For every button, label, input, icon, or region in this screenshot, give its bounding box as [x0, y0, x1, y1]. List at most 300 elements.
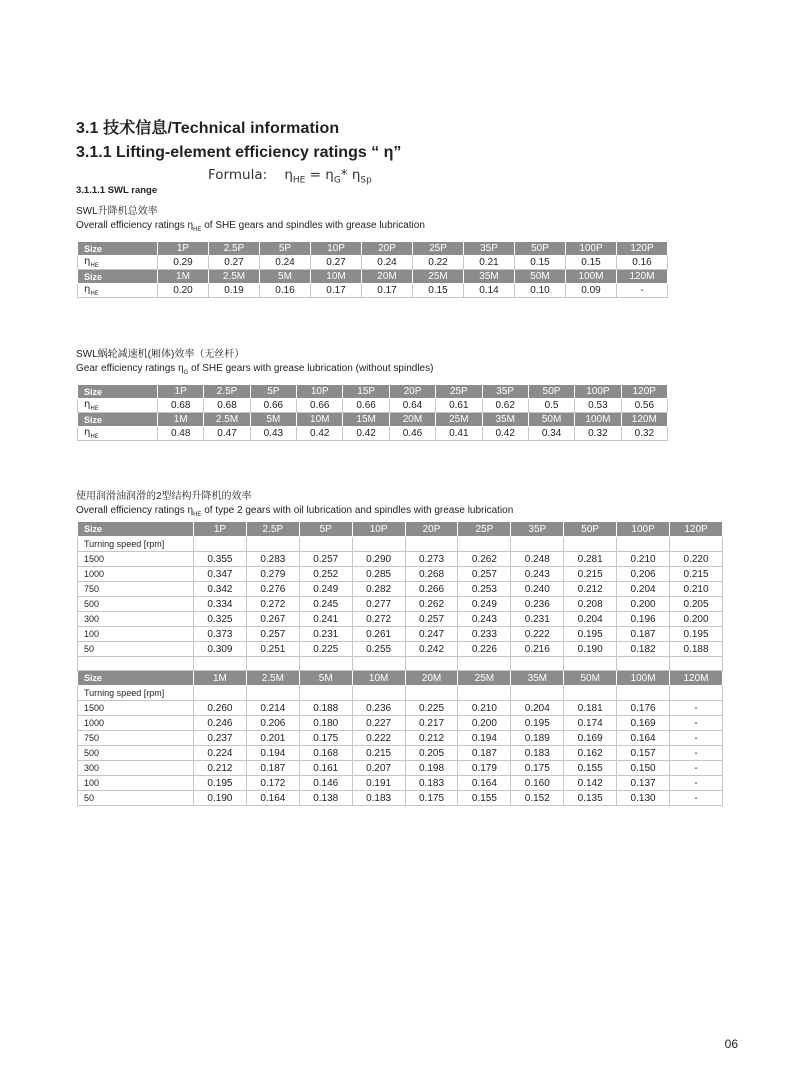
value-cell: 0.130	[617, 791, 670, 806]
size-header-cell: 10M	[297, 413, 343, 427]
size-header-cell: 1M	[194, 671, 247, 686]
size-header-cell: 50P	[564, 522, 617, 537]
value-cell: 0.175	[511, 761, 564, 776]
size-header-cell: 10M	[311, 270, 362, 284]
table2-caption-cn: SWL蜗轮减速机(厢体)效率（无丝杆）	[76, 349, 245, 360]
empty-cell	[670, 537, 723, 552]
value-cell: 0.14	[464, 284, 515, 298]
table-header-row	[78, 413, 668, 427]
speed-cell: 50	[78, 791, 194, 806]
eta-subscript: HE	[90, 290, 99, 297]
value-cell: 0.245	[299, 597, 352, 612]
value-cell: 0.266	[405, 582, 458, 597]
empty-cell	[352, 657, 405, 671]
size-label: Size	[78, 385, 158, 399]
table1-caption-en	[76, 219, 425, 237]
value-cell: 0.253	[458, 582, 511, 597]
size-header-cell: 100P	[566, 242, 617, 256]
value-cell: 0.62	[482, 399, 528, 413]
empty-cell	[246, 537, 299, 552]
speed-cell: 300	[78, 761, 194, 776]
value-cell: 0.157	[617, 746, 670, 761]
value-cell: 0.233	[458, 627, 511, 642]
table1-caption-pre: Overall efficiency ratings η	[76, 220, 194, 231]
speed-cell: 1500	[78, 701, 194, 716]
value-cell: 0.242	[405, 642, 458, 657]
formula-eta-sp: η	[351, 167, 361, 183]
value-cell: 0.257	[246, 627, 299, 642]
empty-cell	[299, 657, 352, 671]
empty-cell	[564, 657, 617, 671]
size-header-cell: 35M	[511, 671, 564, 686]
size-header-cell: 50P	[515, 242, 566, 256]
speed-cell: 1000	[78, 716, 194, 731]
value-cell: 0.24	[362, 256, 413, 270]
value-cell: -	[670, 731, 723, 746]
value-cell: 0.231	[299, 627, 352, 642]
eta-he-label	[78, 284, 158, 298]
value-cell: 0.183	[405, 776, 458, 791]
turning-speed-row	[78, 537, 723, 552]
value-cell: 0.272	[246, 597, 299, 612]
formula-equals: =	[309, 167, 321, 183]
value-cell: 0.179	[458, 761, 511, 776]
table3-caption-cn: 使用润滑油润滑的2型结构升降机的效率	[76, 491, 252, 502]
value-cell: 0.195	[511, 716, 564, 731]
value-cell: 0.205	[670, 597, 723, 612]
size-header-cell: 5M	[299, 671, 352, 686]
value-cell: 0.252	[299, 567, 352, 582]
value-cell: 0.212	[194, 761, 247, 776]
value-cell: 0.257	[458, 567, 511, 582]
value-cell: 0.334	[194, 597, 247, 612]
size-label: Size	[78, 671, 194, 686]
table-row	[78, 761, 723, 776]
value-cell: 0.09	[566, 284, 617, 298]
value-cell: 0.225	[299, 642, 352, 657]
size-header-cell: 15P	[343, 385, 389, 399]
size-header-cell: 5P	[299, 522, 352, 537]
value-cell: 0.201	[246, 731, 299, 746]
value-cell: 0.66	[250, 399, 296, 413]
size-header-cell: 2.5P	[209, 242, 260, 256]
value-cell: 0.222	[352, 731, 405, 746]
speed-cell: 1000	[78, 567, 194, 582]
turning-speed-label: Turning speed [rpm]	[78, 686, 194, 701]
value-cell: 0.32	[621, 427, 667, 441]
size-header-cell: 50P	[528, 385, 574, 399]
empty-cell	[299, 686, 352, 701]
empty-cell	[670, 657, 723, 671]
table2-caption-post: of SHE gears with grease lubrication (without spindles)	[188, 363, 434, 374]
table-row	[78, 716, 723, 731]
value-cell: 0.215	[670, 567, 723, 582]
table-header-row	[78, 270, 668, 284]
value-cell: 0.248	[511, 552, 564, 567]
value-cell: 0.182	[617, 642, 670, 657]
value-cell: 0.217	[405, 716, 458, 731]
empty-cell	[78, 657, 194, 671]
value-cell: 0.42	[343, 427, 389, 441]
speed-cell: 100	[78, 776, 194, 791]
value-cell: 0.215	[352, 746, 405, 761]
page-number: 06	[724, 1037, 738, 1051]
value-cell: 0.212	[564, 582, 617, 597]
empty-cell	[458, 537, 511, 552]
value-cell: 0.347	[194, 567, 247, 582]
value-cell: 0.255	[352, 642, 405, 657]
value-cell: 0.169	[617, 716, 670, 731]
value-cell: 0.142	[564, 776, 617, 791]
eta-subscript: HE	[90, 262, 99, 269]
value-cell: 0.272	[352, 612, 405, 627]
formula-eta-g: η	[325, 167, 334, 183]
table-row	[78, 701, 723, 716]
value-cell: -	[670, 701, 723, 716]
value-cell: 0.191	[352, 776, 405, 791]
size-header-cell: 35P	[464, 242, 515, 256]
speed-cell: 300	[78, 612, 194, 627]
table-row	[78, 612, 723, 627]
size-header-cell: 1P	[194, 522, 247, 537]
eta-symbol: η	[84, 427, 91, 438]
value-cell: 0.207	[352, 761, 405, 776]
size-header-cell: 20P	[362, 242, 413, 256]
eta-subscript: HE	[90, 405, 99, 412]
value-cell: -	[670, 791, 723, 806]
empty-cell	[194, 686, 247, 701]
size-header-cell: 2.5M	[204, 413, 250, 427]
table-header-row	[78, 385, 668, 399]
value-cell: 0.281	[564, 552, 617, 567]
empty-cell	[246, 686, 299, 701]
value-cell: 0.268	[405, 567, 458, 582]
value-cell: 0.243	[458, 612, 511, 627]
formula	[208, 167, 372, 186]
value-cell: 0.236	[352, 701, 405, 716]
value-cell: 0.16	[617, 256, 668, 270]
value-cell: 0.21	[464, 256, 515, 270]
value-cell: 0.47	[204, 427, 250, 441]
table-row	[78, 567, 723, 582]
value-cell: 0.210	[617, 552, 670, 567]
value-cell: 0.283	[246, 552, 299, 567]
value-cell: 0.285	[352, 567, 405, 582]
value-cell: 0.210	[458, 701, 511, 716]
value-cell: 0.162	[564, 746, 617, 761]
value-cell: 0.155	[564, 761, 617, 776]
value-cell: 0.187	[617, 627, 670, 642]
value-cell: 0.175	[405, 791, 458, 806]
value-cell: 0.214	[246, 701, 299, 716]
size-header-cell: 100M	[566, 270, 617, 284]
value-cell: 0.210	[670, 582, 723, 597]
table1-caption-sub: HE	[193, 227, 202, 233]
speed-cell: 50	[78, 642, 194, 657]
value-cell: 0.42	[297, 427, 343, 441]
table-row	[78, 791, 723, 806]
value-cell: 0.22	[413, 256, 464, 270]
value-cell: 0.222	[511, 627, 564, 642]
eta-subscript: HE	[90, 433, 99, 440]
value-cell: 0.216	[511, 642, 564, 657]
value-cell: 0.273	[405, 552, 458, 567]
eta-symbol: η	[84, 399, 91, 410]
size-header-cell: 100P	[575, 385, 621, 399]
size-header-cell: 1P	[158, 242, 209, 256]
size-header-cell: 2.5P	[204, 385, 250, 399]
size-header-cell: 25M	[436, 413, 482, 427]
size-header-cell: 1P	[158, 385, 204, 399]
table3-caption-sub: HE	[193, 512, 202, 518]
speed-cell: 750	[78, 582, 194, 597]
table-row	[78, 256, 668, 270]
value-cell: 0.16	[260, 284, 311, 298]
value-cell: 0.188	[299, 701, 352, 716]
empty-cell	[352, 537, 405, 552]
value-cell: 0.325	[194, 612, 247, 627]
value-cell: 0.150	[617, 761, 670, 776]
table-row	[78, 597, 723, 612]
table-row	[78, 642, 723, 657]
table2-caption-pre: Gear efficiency ratings η	[76, 363, 184, 374]
value-cell: 0.342	[194, 582, 247, 597]
size-header-cell: 20P	[389, 385, 435, 399]
value-cell: 0.277	[352, 597, 405, 612]
size-header-cell: 50M	[528, 413, 574, 427]
value-cell: 0.220	[670, 552, 723, 567]
value-cell: 0.15	[515, 256, 566, 270]
value-cell: 0.43	[250, 427, 296, 441]
value-cell: 0.195	[194, 776, 247, 791]
value-cell: 0.195	[564, 627, 617, 642]
size-header-cell: 100M	[575, 413, 621, 427]
table-header-row	[78, 671, 723, 686]
empty-cell	[246, 657, 299, 671]
empty-cell	[194, 537, 247, 552]
value-cell: 0.249	[458, 597, 511, 612]
value-cell: 0.174	[564, 716, 617, 731]
value-cell: 0.17	[311, 284, 362, 298]
formula-eta-he: η	[284, 167, 293, 183]
table-header-row	[78, 242, 668, 256]
value-cell: 0.180	[299, 716, 352, 731]
value-cell: 0.10	[515, 284, 566, 298]
value-cell: -	[617, 284, 668, 298]
size-header-cell: 25P	[458, 522, 511, 537]
empty-cell	[511, 537, 564, 552]
turning-speed-label: Turning speed [rpm]	[78, 537, 194, 552]
empty-cell	[405, 537, 458, 552]
value-cell: 0.53	[575, 399, 621, 413]
value-cell: 0.206	[246, 716, 299, 731]
value-cell: 0.205	[405, 746, 458, 761]
empty-cell	[617, 686, 670, 701]
value-cell: 0.309	[194, 642, 247, 657]
size-header-cell: 100P	[617, 522, 670, 537]
size-label: Size	[78, 413, 158, 427]
eta-he-label	[78, 427, 158, 441]
value-cell: 0.200	[670, 612, 723, 627]
value-cell: 0.135	[564, 791, 617, 806]
value-cell: 0.194	[458, 731, 511, 746]
value-cell: 0.257	[405, 612, 458, 627]
value-cell: 0.279	[246, 567, 299, 582]
size-header-cell: 25M	[413, 270, 464, 284]
table-header-row	[78, 522, 723, 537]
value-cell: 0.46	[389, 427, 435, 441]
value-cell: 0.189	[511, 731, 564, 746]
speed-cell: 500	[78, 597, 194, 612]
value-cell: 0.276	[246, 582, 299, 597]
value-cell: 0.138	[299, 791, 352, 806]
value-cell: 0.164	[617, 731, 670, 746]
value-cell: 0.204	[617, 582, 670, 597]
table-row	[78, 627, 723, 642]
subsubsection-title: 3.1.1.1 SWL range	[76, 185, 158, 196]
value-cell: 0.164	[458, 776, 511, 791]
value-cell: 0.247	[405, 627, 458, 642]
value-cell: -	[670, 761, 723, 776]
table-row	[78, 582, 723, 597]
size-header-cell: 20P	[405, 522, 458, 537]
value-cell: 0.183	[352, 791, 405, 806]
empty-cell	[564, 686, 617, 701]
value-cell: 0.236	[511, 597, 564, 612]
value-cell: 0.200	[617, 597, 670, 612]
speed-cell: 750	[78, 731, 194, 746]
formula-sub-he: HE	[292, 175, 306, 186]
value-cell: 0.212	[405, 731, 458, 746]
value-cell: 0.190	[564, 642, 617, 657]
size-label: Size	[78, 242, 158, 256]
empty-cell	[458, 686, 511, 701]
value-cell: 0.27	[311, 256, 362, 270]
size-header-cell: 120M	[621, 413, 667, 427]
spacer-row	[78, 657, 723, 671]
eta-he-label	[78, 399, 158, 413]
size-header-cell: 10P	[297, 385, 343, 399]
value-cell: 0.66	[343, 399, 389, 413]
empty-cell	[564, 537, 617, 552]
table-row	[78, 399, 668, 413]
value-cell: 0.56	[621, 399, 667, 413]
value-cell: 0.61	[436, 399, 482, 413]
table-row	[78, 731, 723, 746]
value-cell: 0.251	[246, 642, 299, 657]
value-cell: 0.257	[299, 552, 352, 567]
value-cell: 0.41	[436, 427, 482, 441]
empty-cell	[617, 657, 670, 671]
empty-cell	[405, 686, 458, 701]
value-cell: 0.227	[352, 716, 405, 731]
value-cell: 0.262	[458, 552, 511, 567]
value-cell: 0.267	[246, 612, 299, 627]
size-header-cell: 25M	[458, 671, 511, 686]
value-cell: 0.161	[299, 761, 352, 776]
value-cell: 0.208	[564, 597, 617, 612]
empty-cell	[405, 657, 458, 671]
value-cell: 0.237	[194, 731, 247, 746]
value-cell: 0.215	[564, 567, 617, 582]
value-cell: 0.187	[458, 746, 511, 761]
empty-cell	[670, 686, 723, 701]
value-cell: 0.262	[405, 597, 458, 612]
size-header-cell: 120M	[617, 270, 668, 284]
empty-cell	[458, 657, 511, 671]
size-header-cell: 35P	[482, 385, 528, 399]
value-cell: 0.249	[299, 582, 352, 597]
value-cell: 0.231	[511, 612, 564, 627]
formula-sub-g: G	[333, 175, 341, 186]
value-cell: 0.32	[575, 427, 621, 441]
table3-caption-pre: Overall efficiency ratings η	[76, 505, 194, 516]
size-header-cell: 120P	[670, 522, 723, 537]
value-cell: 0.168	[299, 746, 352, 761]
value-cell: 0.224	[194, 746, 247, 761]
value-cell: 0.155	[458, 791, 511, 806]
value-cell: 0.20	[158, 284, 209, 298]
size-label: Size	[78, 522, 194, 537]
size-header-cell: 35P	[511, 522, 564, 537]
value-cell: 0.17	[362, 284, 413, 298]
empty-cell	[511, 657, 564, 671]
value-cell: -	[670, 716, 723, 731]
value-cell: 0.15	[566, 256, 617, 270]
size-header-cell: 2.5P	[246, 522, 299, 537]
table-row	[78, 776, 723, 791]
size-header-cell: 5M	[260, 270, 311, 284]
value-cell: 0.206	[617, 567, 670, 582]
table2	[77, 384, 668, 441]
value-cell: 0.355	[194, 552, 247, 567]
value-cell: 0.152	[511, 791, 564, 806]
size-header-cell: 100M	[617, 671, 670, 686]
section-title: 3.1 技术信息/Technical information	[76, 120, 340, 137]
speed-cell: 1500	[78, 552, 194, 567]
value-cell: 0.68	[158, 399, 204, 413]
value-cell: 0.373	[194, 627, 247, 642]
table2-caption-sub: G	[183, 370, 189, 376]
size-header-cell: 25P	[436, 385, 482, 399]
size-header-cell: 5P	[250, 385, 296, 399]
value-cell: 0.260	[194, 701, 247, 716]
value-cell: 0.225	[405, 701, 458, 716]
eta-symbol: η	[84, 284, 91, 295]
size-header-cell: 120P	[617, 242, 668, 256]
size-header-cell: 35M	[482, 413, 528, 427]
size-header-cell: 120M	[670, 671, 723, 686]
value-cell: 0.164	[246, 791, 299, 806]
value-cell: 0.137	[617, 776, 670, 791]
speed-cell: 100	[78, 627, 194, 642]
empty-cell	[299, 537, 352, 552]
value-cell: 0.200	[458, 716, 511, 731]
value-cell: 0.19	[209, 284, 260, 298]
value-cell: 0.24	[260, 256, 311, 270]
value-cell: 0.172	[246, 776, 299, 791]
size-header-cell: 50M	[515, 270, 566, 284]
table-row	[78, 284, 668, 298]
size-header-cell: 10P	[352, 522, 405, 537]
formula-star: *	[340, 167, 348, 183]
size-header-cell: 120P	[621, 385, 667, 399]
size-header-cell: 50M	[564, 671, 617, 686]
size-header-cell: 20M	[389, 413, 435, 427]
table1-caption-post: of SHE gears and spindles with grease lubrication	[201, 220, 425, 231]
size-header-cell: 1M	[158, 413, 204, 427]
empty-cell	[194, 657, 247, 671]
